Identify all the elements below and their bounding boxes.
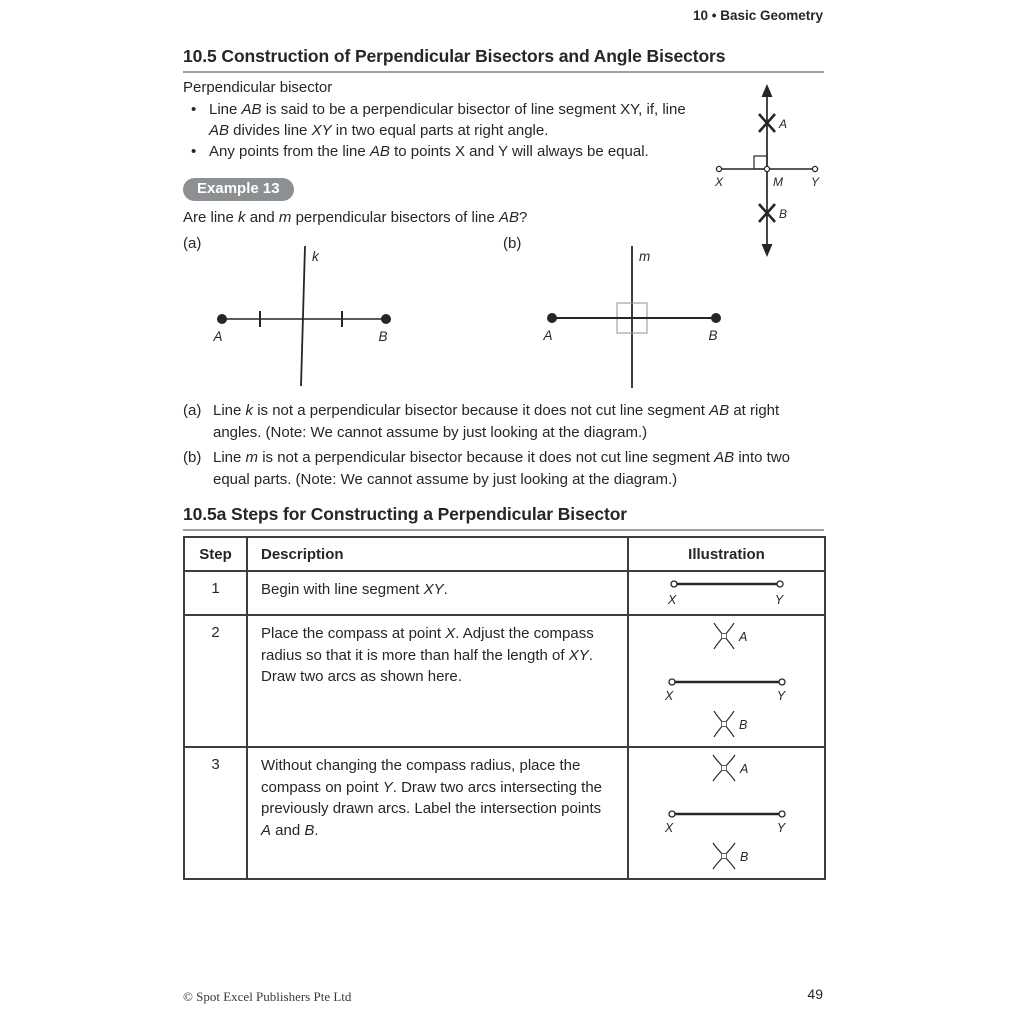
label-A: A: [738, 630, 747, 644]
table-header-illustration: Illustration: [628, 537, 825, 571]
step-illustration: [628, 747, 825, 879]
table-header-step: Step: [184, 537, 247, 571]
arc-cross-A-icon: [713, 755, 735, 781]
segment-xy-illustration: [662, 574, 792, 608]
bullet-text: Line AB is said to be a perpendicular bisector of line segment XY, if, line AB divides line XY in two equal parts at right angle.: [209, 101, 686, 139]
endpoint-X: [671, 581, 677, 587]
label-m: m: [639, 249, 651, 264]
endpoint-X: [669, 679, 675, 685]
label-Y: Y: [776, 821, 785, 835]
arrow-up-icon: [762, 84, 773, 97]
step-number: 3: [184, 747, 247, 879]
step-description: Begin with line segment XY.: [247, 571, 628, 615]
bullet-marker: •: [191, 143, 197, 160]
label-X: X: [664, 689, 673, 703]
answer-text: Line k is not a perpendicular bisector because it does not cut line segment AB at right angles. (Note: We cannot assume by just looking at the diagram.): [213, 402, 780, 441]
table-header-row: [184, 537, 825, 571]
step-description: Without changing the compass radius, place the compass on point Y. Draw two arcs intersecting the previously drawn arcs. Label the intersection points A and B.: [247, 747, 628, 879]
steps-table: [183, 536, 826, 880]
section-title-10-5: 10.5 Construction of Perpendicular Bisectors and Angle Bisectors: [183, 46, 824, 73]
perpendicular-bisector-figure: [705, 83, 825, 258]
step-illustration: [628, 571, 825, 615]
point-B-dot: [381, 314, 391, 324]
point-A-dot: [547, 313, 557, 323]
bullet-text: Any points from the line AB to points X and Y will always be equal.: [209, 143, 649, 160]
arc-cross-B-icon: [713, 843, 735, 869]
endpoint-X: [716, 166, 721, 171]
endpoint-X: [669, 811, 675, 817]
label-B: B: [738, 718, 747, 732]
table-header-description: Description: [247, 537, 628, 571]
bullet-item: [183, 141, 705, 162]
page-number: 49: [807, 986, 823, 1002]
endpoint-Y: [779, 811, 785, 817]
point-A-dot: [217, 314, 227, 324]
answer-label: (b): [183, 449, 202, 466]
endpoint-Y: [812, 166, 817, 171]
step-description: Place the compass at point X. Adjust the compass radius so that it is more than half the length of XY. Draw two arcs as shown here.: [247, 615, 628, 747]
figure-b-line-m: [526, 242, 736, 392]
example-badge: Example 13: [183, 178, 294, 201]
copyright-notice: © Spot Excel Publishers Pte Ltd: [183, 989, 352, 1004]
label-Y: Y: [776, 689, 785, 703]
bullet-item: [183, 99, 705, 141]
bullet-marker: •: [191, 101, 197, 118]
arrow-down-icon: [762, 244, 773, 257]
table-row: [184, 615, 825, 747]
step-number: 2: [184, 615, 247, 747]
midpoint-M: [764, 166, 769, 171]
answer-list: [183, 400, 825, 494]
label-X: X: [714, 175, 724, 189]
example-question: Are line k and m perpendicular bisectors of line AB?: [183, 209, 528, 226]
label-A: A: [213, 329, 223, 344]
label-B: B: [739, 850, 748, 864]
label-B: B: [378, 329, 388, 344]
arcs-illustration: [652, 616, 802, 742]
label-Y: Y: [810, 175, 820, 189]
figure-a-line-k: [196, 242, 406, 390]
point-B-dot: [711, 313, 721, 323]
endpoint-Y: [777, 581, 783, 587]
answer-text: Line m is not a perpendicular bisector because it does not cut line segment AB into two equal parts. (Note: We cannot assume by just looking at the diagram.): [213, 449, 791, 488]
intersecting-arcs-illustration: [652, 748, 802, 874]
panel-label-b: (b): [503, 235, 522, 252]
label-A: A: [779, 117, 788, 131]
lead-text: Perpendicular bisector: [183, 79, 333, 96]
table-row: [184, 571, 825, 615]
label-A: A: [739, 762, 748, 776]
label-B: B: [708, 328, 718, 343]
label-A: A: [543, 328, 553, 343]
table-row: [184, 747, 825, 879]
arc-cross-A-icon: [714, 623, 734, 649]
section-title-10-5a: 10.5a Steps for Constructing a Perpendicular Bisector: [183, 504, 824, 531]
label-Y: Y: [774, 593, 783, 607]
label-M: M: [773, 175, 783, 189]
answer-item-b: [183, 447, 825, 490]
running-header: 10 • Basic Geometry: [692, 8, 823, 23]
arc-cross-B-icon: [714, 711, 734, 737]
label-B: B: [779, 207, 788, 221]
label-k: k: [312, 249, 319, 264]
panel-label-a: (a): [183, 235, 202, 252]
step-number: 1: [184, 571, 247, 615]
answer-item-a: [183, 400, 825, 443]
bullet-list: [183, 99, 705, 162]
answer-label: (a): [183, 402, 202, 419]
label-X: X: [664, 821, 673, 835]
label-X: X: [667, 593, 676, 607]
step-illustration: [628, 615, 825, 747]
endpoint-Y: [779, 679, 785, 685]
